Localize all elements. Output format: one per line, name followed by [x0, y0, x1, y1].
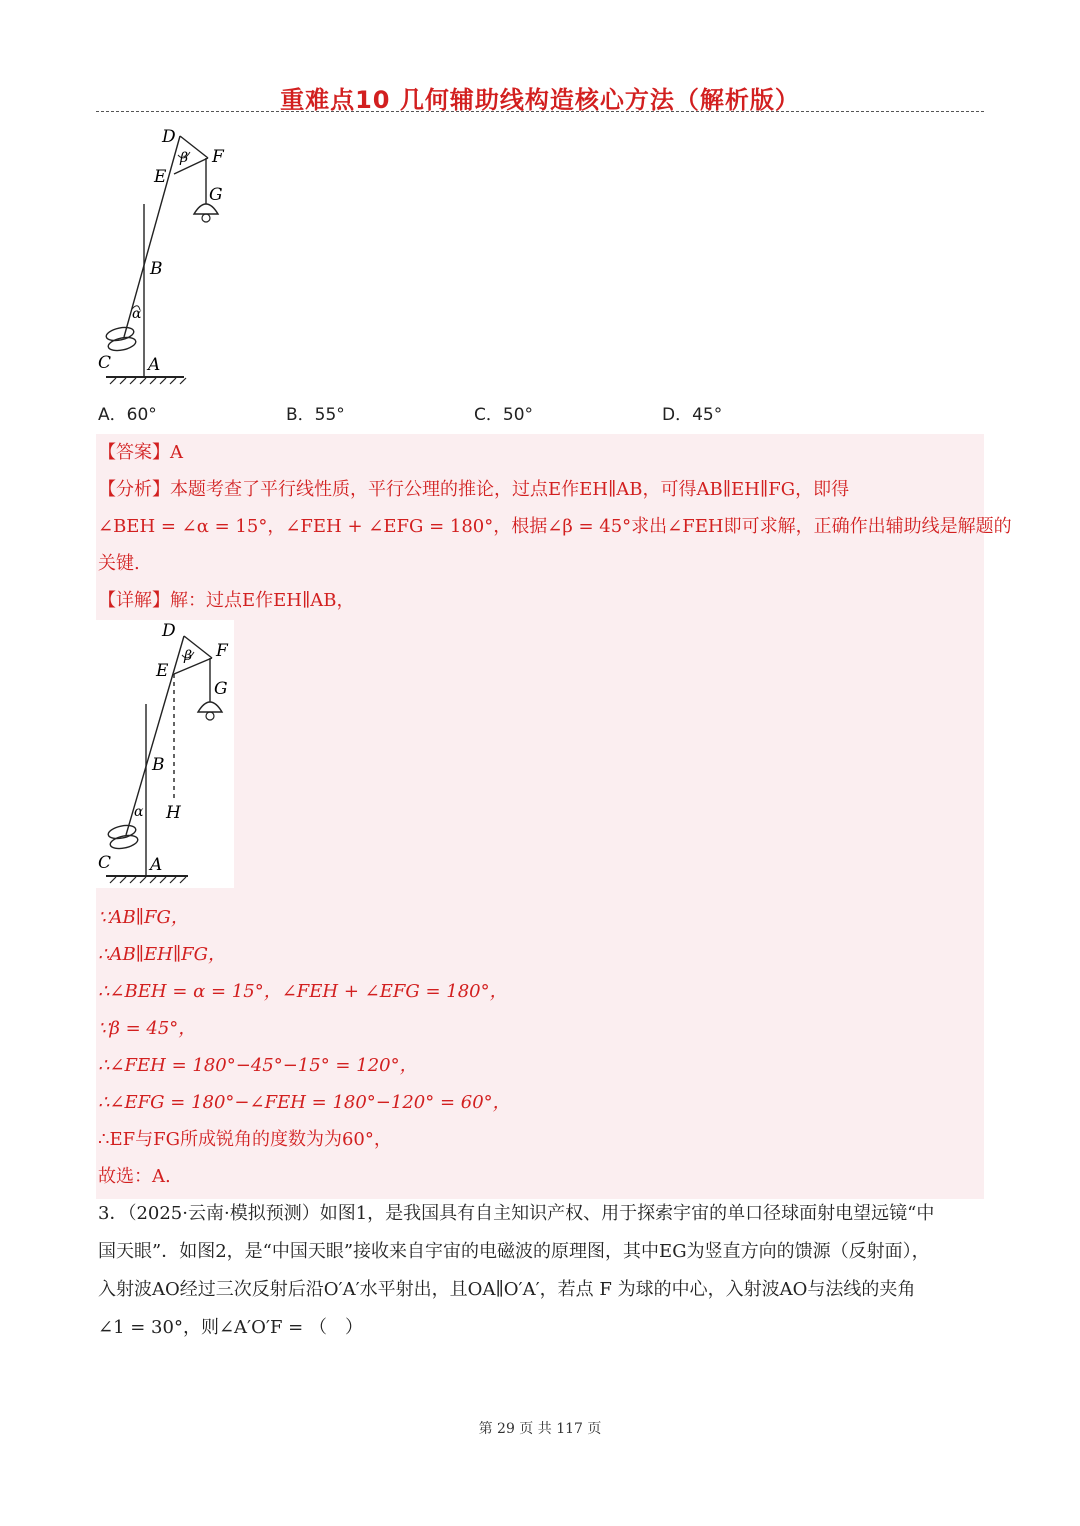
label-alpha: α — [132, 306, 142, 322]
detail-step-6: ∴∠EFG = 180°−∠FEH = 180°−120° = 60°， — [98, 1092, 511, 1113]
label-B: B — [150, 259, 163, 279]
label-E: E — [154, 167, 167, 187]
label-C: C — [98, 353, 112, 373]
detail-step-3: ∴∠BEH = α = 15°，∠FEH + ∠EFG = 180°， — [98, 981, 508, 1002]
question-3-line-3: 入射波AO经过三次反射后沿O′A′水平射出，且OA∥O′A′，若点 F 为球的中心，入射波AO与法线的夹角 — [98, 1279, 916, 1300]
analysis-line-1: 【分析】本题考查了平行线性质，平行公理的推论，过点E作EH∥AB，可得AB∥EH∥FG，即得 — [98, 479, 850, 500]
page-title: 重难点10 几何辅助线构造核心方法（解析版） — [280, 86, 800, 114]
question-3-line-4: ∠1 = 30°，则∠A′O′F = （ ） — [98, 1317, 363, 1338]
detail-step-1: ∵AB∥FG， — [98, 907, 189, 928]
answer-line: 【答案】A — [98, 442, 183, 463]
label-beta: β — [180, 150, 189, 166]
detail-step-7: ∴EF与FG所成锐角的度数为为60°， — [98, 1129, 392, 1150]
detail-step-4: ∵β = 45°， — [98, 1018, 197, 1039]
analysis-line-2: ∠BEH = ∠α = 15°，∠FEH + ∠EFG = 180°，根据∠β = 45°求出∠FEH即可求解，正确作出辅助线是解题的 — [98, 516, 1012, 537]
label-F: F — [212, 147, 224, 167]
label-A: A — [150, 855, 163, 875]
option-d: D．45° — [662, 405, 723, 425]
label-D: D — [162, 127, 176, 147]
question-3-line-2: 国天眼”．如图2，是“中国天眼”接收来自宇宙的电磁波的原理图，其中EG为竖直方向的馈源（反射面）， — [98, 1241, 930, 1262]
detail-intro: 【详解】解：过点E作EH∥AB， — [98, 590, 355, 611]
label-G: G — [214, 679, 228, 699]
label-C: C — [98, 853, 112, 873]
analysis-line-3: 关键. — [98, 553, 140, 574]
lamp-figure-1 — [96, 122, 224, 384]
label-B: B — [152, 755, 165, 775]
lamp-figure-2 — [96, 620, 234, 888]
option-b: B．55° — [286, 405, 345, 425]
label-G: G — [209, 185, 223, 205]
question-3-line-1: 3．（2025·云南·模拟预测）如图1，是我国具有自主知识产权、用于探索宇宙的单口径球面射电望远镜“中 — [98, 1203, 935, 1224]
label-beta: β — [184, 648, 193, 664]
header-divider — [96, 111, 984, 112]
detail-step-8: 故选：A. — [98, 1166, 171, 1187]
label-E: E — [156, 661, 169, 681]
detail-step-2: ∴AB∥EH∥FG， — [98, 944, 227, 965]
label-H: H — [166, 803, 181, 823]
label-A: A — [148, 355, 161, 375]
option-c: C．50° — [474, 405, 534, 425]
label-D: D — [162, 621, 176, 641]
label-alpha: α — [134, 804, 144, 820]
page-footer: 第 29 页 共 117 页 — [478, 1421, 602, 1437]
label-F: F — [216, 641, 228, 661]
option-a: A．60° — [98, 405, 157, 425]
detail-step-5: ∴∠FEH = 180°−45°−15° = 120°， — [98, 1055, 418, 1076]
